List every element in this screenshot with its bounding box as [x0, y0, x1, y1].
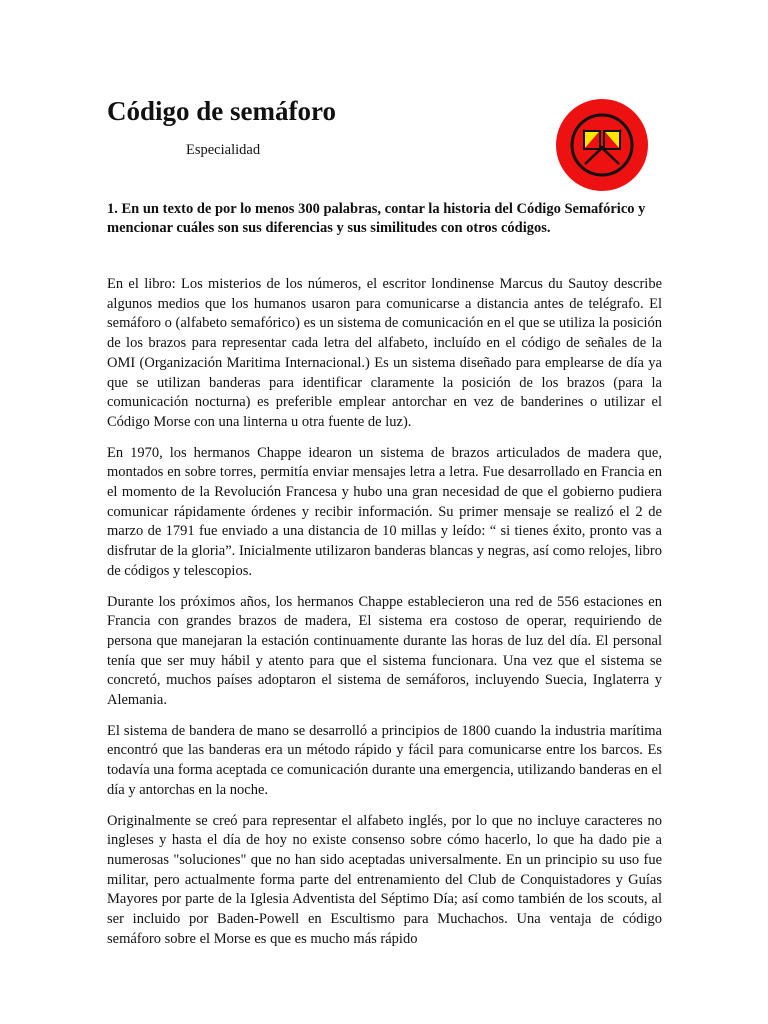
assignment-question: 1. En un texto de por lo menos 300 palabras, contar la historia del Código Semafórico y mencionar cuáles son sus diferencias y sus similitudes con otros códigos.	[107, 201, 646, 236]
paragraph: Durante los próximos años, los hermanos Chappe establecieron una red de 556 estaciones en Francia con grandes brazos de madera, El sistema era costoso de operar, requiriendo de persona que manejaran la estación continuamente durante las horas de luz del día. El personal tenía que ser muy hábil y atento para que el sistema funcionara. Una vez que el sistema se concretó, muchos países adoptaron el sistema de semáforos, incluyendo Suecia, Inglaterra y Alemania.	[107, 593, 662, 709]
body-text	[107, 275, 662, 961]
paragraph: En 1970, los hermanos Chappe idearon un sistema de brazos articulados de madera que, montados en sobre torres, permitía enviar mensajes letra a letra. Fue desarrollado en Francia en el momento de la Revolución Francesa y hubo una gran necesidad de que el gobierno pudiera comunicar rápidamente órdenes y recibir información. Su primer mensaje se realizó el 2 de marzo de 1791 fue enviado a una distancia de 10 millas y leído: “ si tienes éxito, pronto vas a disfrutar de la gloria”. Inicialmente utilizaron banderas blancas y negras, así como relojes, libro de códigos y telescopios.	[107, 444, 662, 579]
paragraph: En el libro: Los misterios de los números, el escritor londinense Marcus du Sautoy describe algunos medios que los humanos usaron para comunicarse a distancia antes de telégrafo. El semáforo o (alfabeto semafórico) es un sistema de comunicación en el que se utiliza la posición de los brazos para representar cada letra del alfabeto, incluído en el código de señales de la OMI (Organización Maritima Internacional.) Es un sistema diseñado para emplearse de día ya que se utilizan banderas para identificar claramente la posición de los brazos (para la comunicación nocturna) es preferible emplear antorchar en vez de banderines o utilizar el Código Morse con una linterna u otra fuente de luz).	[107, 276, 662, 430]
paragraph: El sistema de bandera de mano se desarrolló a principios de 1800 cuando la industria marítima encontró que las banderas era un método rápido y fácil para comunicarse entre los barcos. Es todavía una forma aceptada ce comunicación durante una emergencia, utilizando banderas en el día y antorchas en la noche.	[107, 722, 662, 798]
paragraph: Originalmente se creó para representar el alfabeto inglés, por lo que no incluye caracteres no ingleses y hasta el día de hoy no existe consenso sobre cómo hacerlo, lo que ha dado pie a numerosas "soluciones" que no han sido aceptadas universalmente. En un principio su uso fue militar, pero actualmente forma parte del entrenamiento del Club de Conquistadores y Guías Mayores por parte de la Iglesia Adventista del Séptimo Día; así como también de los scouts, al ser incluido por Baden-Powell en Escultismo para Muchachos. Una ventaja de código semáforo sobre el Morse es que es mucho más rápido	[107, 812, 662, 947]
semaphore-flags-badge-icon	[555, 98, 649, 192]
subtitle: Especialidad	[186, 142, 261, 158]
page-title: Código de semáforo	[107, 96, 336, 126]
